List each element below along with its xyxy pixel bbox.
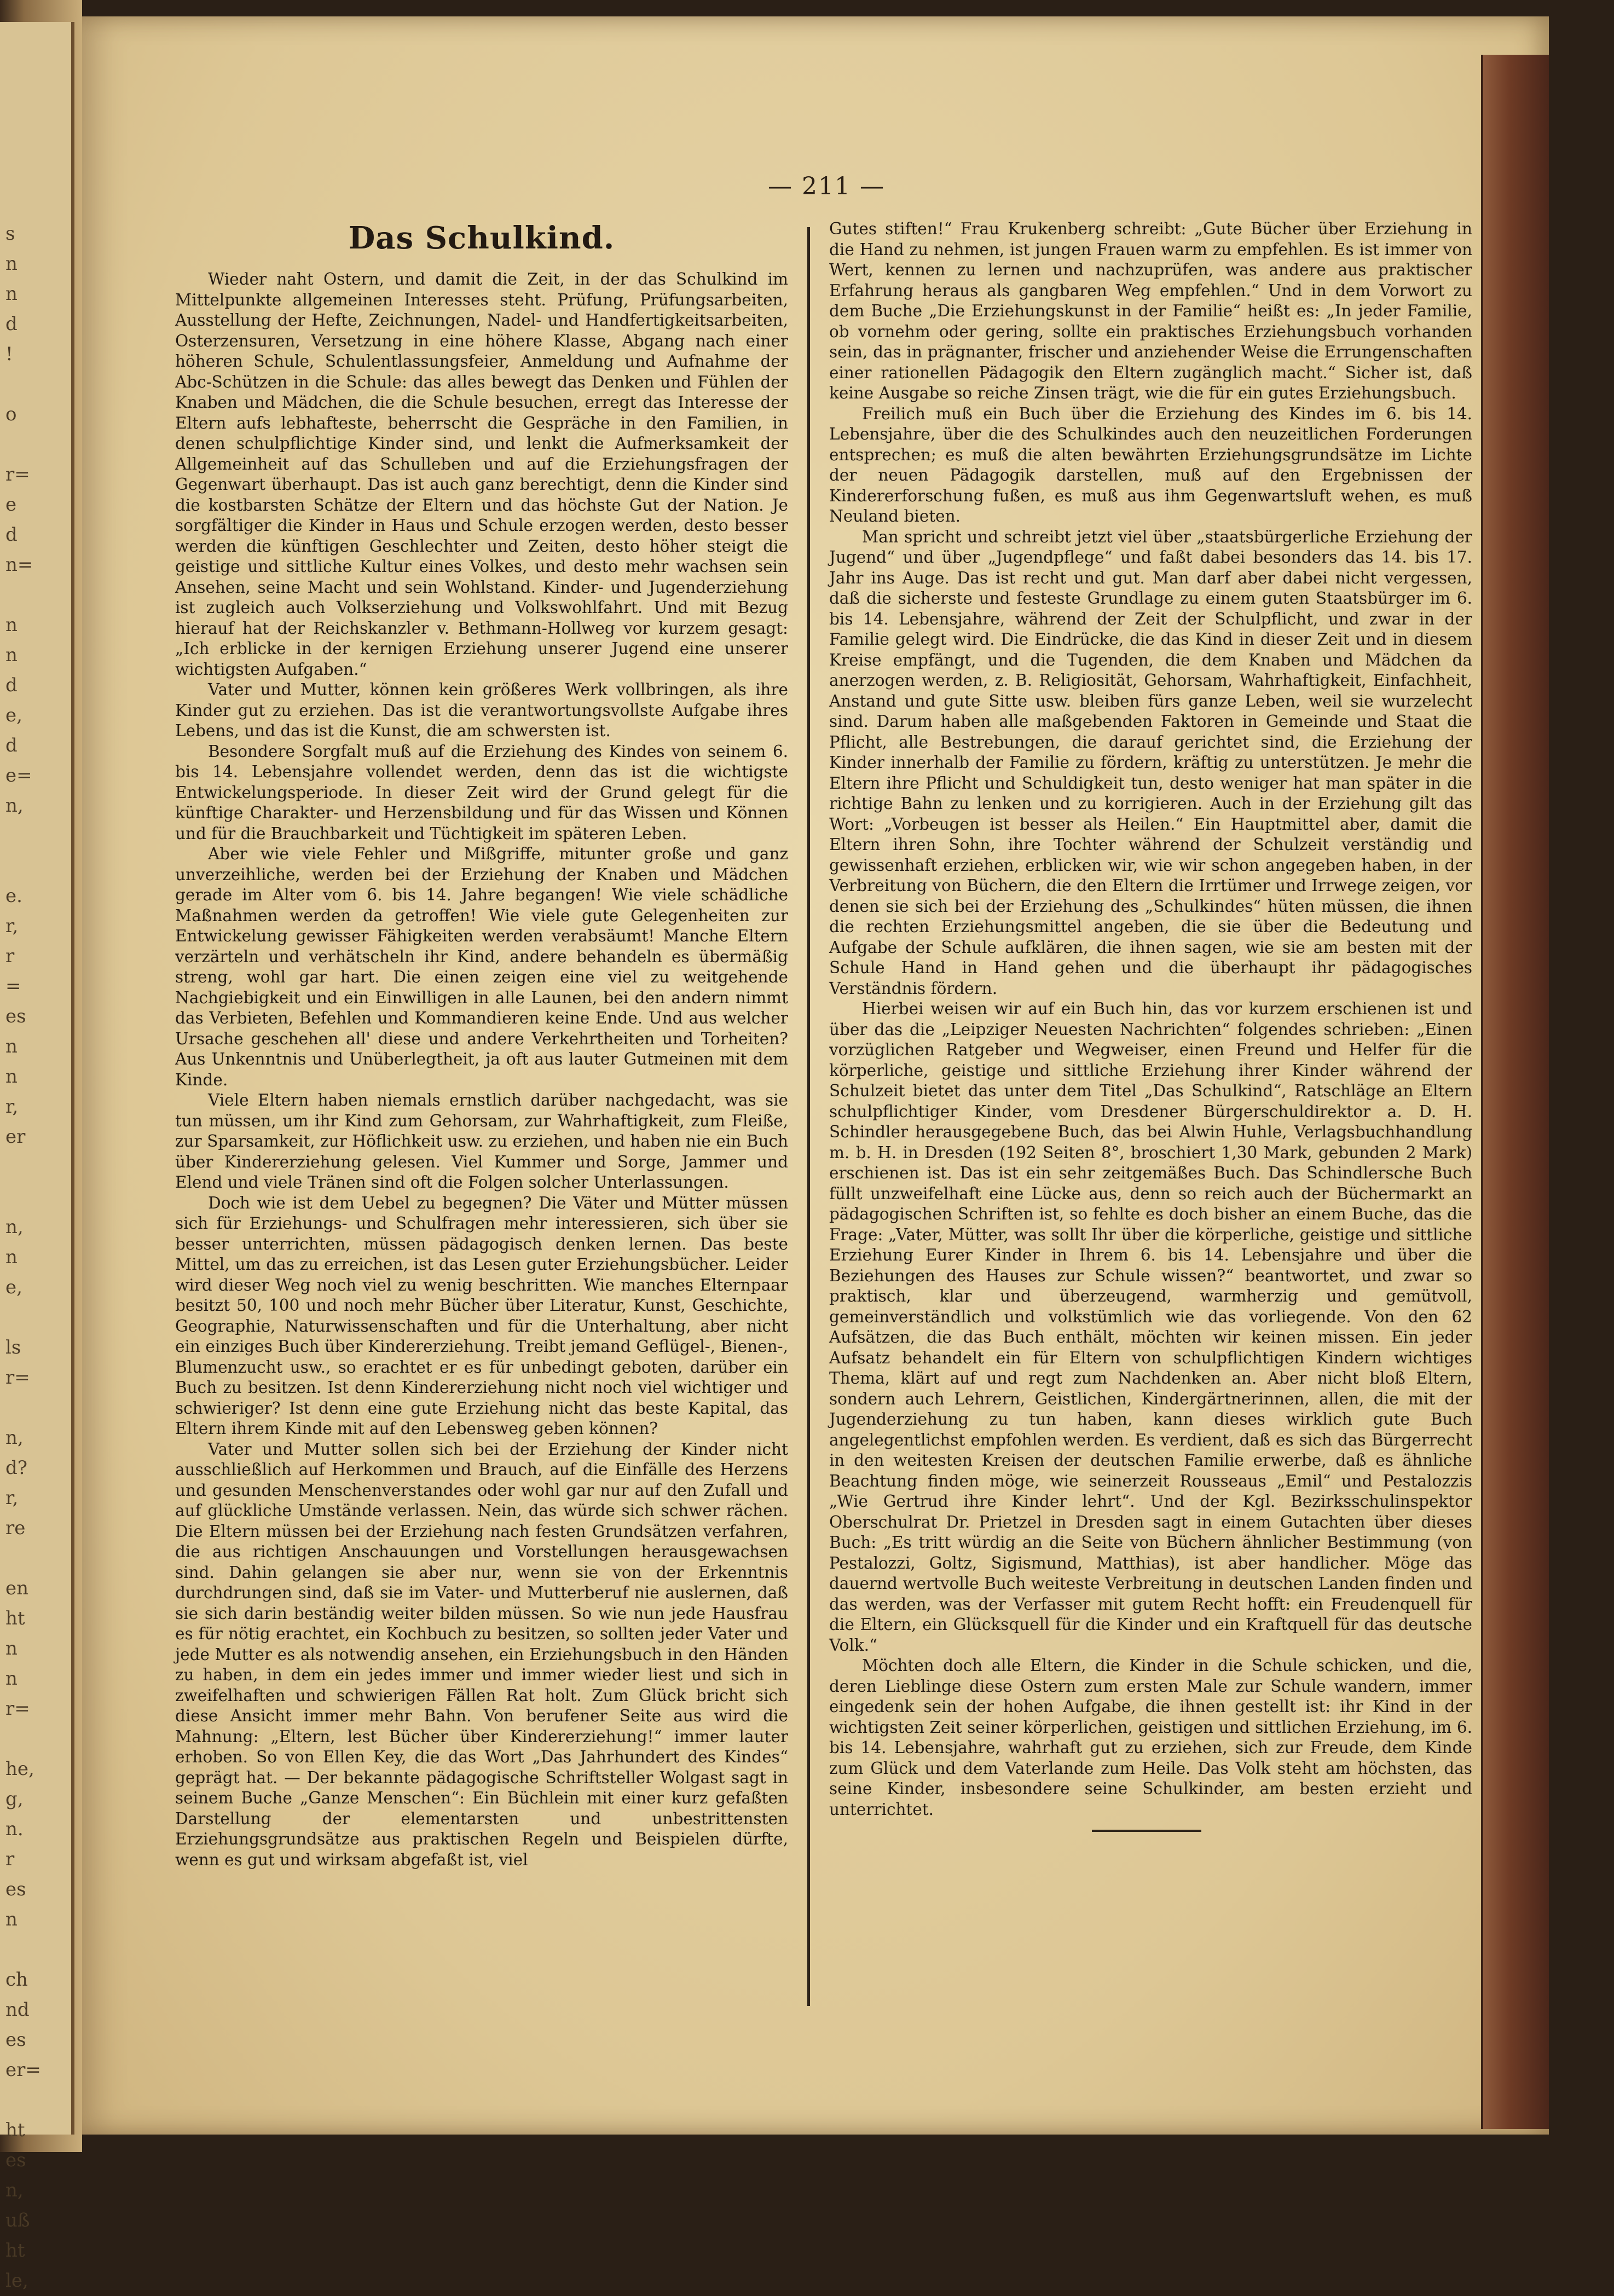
paragraph: Möchten doch alle Eltern, die Kinder in die Schule schicken, und die, deren Lieblinge diese Ostern zum ersten Male zur Schule wandern, immer eingedenk sein der hohen Aufgabe, die ihnen gestellt ist: ihr Kind in der wichtigsten Zeit seiner körperlichen, geistigen und sittlichen Erziehung, im 6. bis 14. Lebensjahre, wahrhaft gut zu erziehen, sich zur Freude, dem Kinde zum Glück und dem Vaterlande zum Heile. Das Volk steht am höchsten, das seine Kinder, insbesondere seine Schulkinder, am besten erzieht und unterrichtet. [829, 1656, 1472, 1819]
paragraph: Doch wie ist dem Uebel zu begegnen? Die Väter und Mütter müssen sich für Erziehungs- und Schulfragen mehr interessieren, sich über sie besser unterrichten, müssen pädagogisch denken lernen. Das beste Mittel, um das zu erreichen, ist das Lesen guter Erziehungsbücher. Leider wird dieser Weg noch viel zu wenig beschritten. Wie manches Elternpaar besitzt 50, 100 und noch mehr Bücher über Literatur, Kunst, Geschichte, Geographie, Naturwissenschaften und für die Unterhaltung, aber nicht ein einziges Buch über Kindererziehung. Treibt jemand Geflügel-, Bienen-, Blumenzucht usw., so erachtet er es für unbedingt geboten, darüber ein Buch zu besitzen. Ist denn Kindererziehung nicht noch viel wichtiger und schwieriger? Ist denn eine gute Erziehung nicht das beste Kapital, das Eltern ihrem Kinde mit auf den Lebensweg geben können? [175, 1193, 788, 1438]
paragraph: Aber wie viele Fehler und Mißgriffe, mitunter große und ganz unverzeihliche, werden bei der Erziehung der Knaben und Mädchen gerade im Alter vom 6. bis 14. Jahre begangen! Wie viele schädliche Maßnahmen werden da getroffen! Wie viele gute Gelegenheiten zur Entwickelung gewisser Fähigkeiten werden verabsäumt! Manche Eltern verzärteln und verhätscheln ihr Kind, andere behandeln es übermäßig streng, wohl gar hart. Die einen zeigen eine viel zu weitgehende Nachgiebigkeit und ein Einwilligen in alle Launen, bei den andern nimmt das Verbieten, Befehlen und Kommandieren keine Ende. Und aus welcher Ursache geschehen all' diese und andere Verkehrtheiten und Torheiten? Aus Unkenntnis und Unüberlegtheit, ja oft aus lauter Gutmeinen mit dem Kinde. [175, 845, 788, 1089]
paragraph: Freilich muß ein Buch über die Erziehung des Kindes im 6. bis 14. Lebensjahre, über die des Schulkindes auch den neuzeitlichen Forderungen entsprechen; es muß die alten bewährten Erziehungsgrundsätze im Lichte der neuen Pädagogik darstellen, muß auf den Ergebnissen der Kindererforschung fußen, es muß aus ihm Gegenwartsluft wehen, es muß Neuland bieten. [829, 404, 1472, 525]
left-column [175, 219, 788, 1870]
paragraph: Vater und Mutter, können kein größeres Werk vollbringen, als ihre Kinder gut zu erziehen. Das ist die verantwortungsvollste Aufgabe ihres Lebens, und das ist die Kunst, die am schwersten ist. [175, 680, 788, 740]
paragraph: Vater und Mutter sollen sich bei der Erziehung der Kinder nicht ausschließlich auf Herkommen und Brauch, auf die Einfälle des Herzens und gesunden Menschenverstandes oder wohl gar nur auf den Zufall und auf glückliche Umstände verlassen. Nein, das würde sich schwer rächen. Die Eltern müssen bei der Erziehung nach festen Grundsätzen verfahren, die aus richtigen Anschauungen und Vorstellungen herausgewachsen sind. Dahin gelangen sie aber nur, wenn sie von der Erkenntnis durchdrungen sind, daß sie im Vater- und Mutterberuf nie auslernen, daß sie sich darin beständig weiter bilden müssen. So wie nun jede Hausfrau es für nötig erachtet, ein Kochbuch zu besitzen, so sollten jeder Vater und jede Mutter es als notwendig ansehen, ein Erziehungsbuch in den Händen zu haben, in dem ein jedes immer und immer wieder liest und sich in zweifelhaften und schwierigen Fällen Rat holt. Zum Glück bricht sich diese Ansicht immer mehr Bahn. Von berufener Seite aus wird die Mahnung: „Eltern, lest Bücher über Kindererziehung!“ immer lauter erhoben. So von Ellen Key, die das Wort „Das Jahrhundert des Kindes“ geprägt hat. — Der bekannte pädagogische Schriftsteller Wolgast sagt in seinem Buche „Ganze Menschen“: Ein Büchlein mit einer kurz gefaßten Darstellung der elementarsten und unbestrittensten Erziehungsgrundsätze aus praktischen Regeln und Beispielen dürfte, wenn es gut und wirksam abgefaßt ist, viel [175, 1439, 788, 1869]
column-divider [807, 227, 810, 2006]
right-column [829, 219, 1472, 1832]
facing-page-edge [0, 22, 74, 2292]
paragraph: Gutes stiften!“ Frau Krukenberg schreibt: „Gute Bücher über Erziehung in die Hand zu nehmen, ist jungen Frauen warm zu empfehlen. Es ist immer von Wert, kennen zu lernen und nachzuprüfen, was andere aus praktischer Erfahrung heraus als gangbaren Weg empfehlen.“ Und in dem Vorwort zu dem Buche „Die Erziehungskunst in der Familie“ heißt es: „In jeder Familie, ob vornehm oder gering, sollte ein praktisches Erziehungsbuch vorhanden sein, das in prägnanter, frischer und anziehender Weise die Errungenschaften einer rationellen Pädagogik den Eltern zugänglich macht.“ Sicher ist, daß keine Ausgabe so reiche Zinsen trägt, wie die für ein gutes Erziehungsbuch. [829, 219, 1472, 402]
article-title: Das Schulkind. [348, 220, 615, 256]
book-binding [1481, 55, 1549, 2129]
paragraph: Wieder naht Ostern, und damit die Zeit, in der das Schulkind im Mittelpunkte allgemeinen Interesses steht. Prüfung, Prüfungsarbeiten, Ausstellung der Hefte, Zeichnungen, Nadel- und Handfertigkeitsarbeiten, Osterzensuren, Versetzung in eine höhere Klasse, Abgang nach einer höheren Schule, Schulentlassungsfeier, Anmeldung und Aufnahme der Abc-Schützen in die Schule: das alles bewegt das Denken und Fühlen der Knaben und Mädchen, die die Schule besuchen, erregt das Interesse der Eltern aufs lebhafteste, beherrscht die Gespräche in den Familien, in denen schulpflichtige Kinder sind, und lenkt die Aufmerksamkeit der Allgemeinheit auf das Schulleben und auf die Erziehungsfragen der Gegenwart überhaupt. Das ist auch ganz berechtigt, denn die Kinder sind die kostbarsten Schätze der Eltern und das höchste Gut der Nation. Je sorgfältiger die Kinder in Haus und Schule erzogen werden, desto besser werden die künftigen Geschlechter und Zeiten, desto höher steigt die geistige und sittliche Kultur eines Volkes, und desto mehr wachsen sein Ansehen, seine Macht und sein Wohlstand. Kinder- und Jugenderziehung ist zugleich auch Volkserziehung und Volkswohlfahrt. Und mit Bezug hierauf hat der Reichskanzler v. Bethmann-Hollweg vor kurzem gesagt: „Ich erblicke in der kernigen Erziehung unserer Jugend eine unserer wichtigsten Aufgaben.“ [175, 270, 788, 679]
paragraph: Hierbei weisen wir auf ein Buch hin, das vor kurzem erschienen ist und über das die „Leipziger Neuesten Nachrichten“ folgendes schrieben: „Einen vorzüglichen Ratgeber und Wegweiser, einen Freund und Helfer für die körperliche, geistige und sittliche Erziehung ihrer Kinder während der Schulzeit bietet das unter dem Titel „Das Schulkind“, Ratschläge an Eltern schulpflichtiger Kinder, vom Dresdener Bürgerschuldirektor a. D. H. Schindler herausgegebene Buch, das bei Alwin Huhle, Verlagsbuchhandlung m. b. H. in Dresden (192 Seiten 8°, broschiert 1,30 Mark, gebunden 2 Mark) erschienen ist. Das ist ein sehr zeitgemäßes Buch. Das Schindlersche Buch füllt unzweifelhaft eine Lücke aus, denn so reich auch der Büchermarkt an pädagogischen Schriften ist, so fehlte es doch bisher an einem Buche, das die Frage: „Vater, Mütter, was sollt Ihr über die körperliche, geistige und sittliche Erziehung Eurer Kinder in Ihrem 6. bis 14. Lebensjahre und über die Beziehungen des Hauses zur Schule wissen?“ beantwortet, und zwar so praktisch, klar und überzeugend, warmherzig und gemütvoll, gemeinverständlich und volkstümlich wie das vorliegende. Von den 62 Aufsätzen, die das Buch enthält, möchten wir keinen missen. Ein jeder Aufsatz behandelt ein für Eltern von schulpflichtigen Kindern wichtiges Thema, klärt auf und regt zum Nachdenken an. Aber nicht bloß Eltern, sondern auch Lehrern, Geistlichen, Kindergärtnerinnen, allen, die mit der Jugenderziehung zu tun haben, kann dieses wirklich gute Buch angelegentlichst empfohlen werden. Es verdient, daß es sich das Bürgerrecht in den weitesten Kreisen der deutschen Familie erwerbe, daß es ähnliche Beachtung finden möge, wie seinerzeit Rousseaus „Emil“ und Pestalozzis „Wie Gertrud ihre Kinder lehrt“. Und der Kgl. Bezirksschulinspektor Oberschulrat Dr. Prietzel in Dresden sagt in einem Gutachten über dieses Buch: „Es tritt würdig an die Seite von Büchern ähnlicher Bestimmung (von Pestalozzi, Goltz, Sigismund, Matthias), ist aber handlicher. Möge das dauernd wertvolle Buch weiteste Verbreitung in deutschen Landen finden und das werden, was der Verfasser mit gutem Recht hofft: ein Freudenquell für die Eltern, ein Glücksquell für die Kinder und ein Kraftquell für das deutsche Volk.“ [829, 999, 1472, 1655]
book-page [82, 16, 1549, 2135]
article-end-rule [1092, 1830, 1201, 1832]
paragraph: Besondere Sorgfalt muß auf die Erziehung des Kindes von seinem 6. bis 14. Lebensjahre vollendet werden, denn das ist die wichtigste Entwickelungsperiode. In dieser Zeit wird der Grund gelegt für die künftige Charakter- und Herzensbildung und für das Wissen und Können und für die Brauchbarkeit und Tüchtigkeit im späteren Leben. [175, 742, 788, 843]
facing-page-text-fragments: s n n d ! o r= e d n= n n d e, d e= n, e. r, r = es n n r, er n, n e, ls r= n, d? r, re en ht n n r= he, g, n. r es n ch nd es er= ht es n, uß ht le, [5, 223, 41, 2292]
page-number: — 211 — [768, 172, 885, 200]
paragraph: Man spricht und schreibt jetzt viel über „staatsbürgerliche Erziehung der Jugend“ und über „Jugendpflege“ und faßt dabei besonders das 14. bis 17. Jahr ins Auge. Das ist recht und gut. Man darf aber dabei nicht vergessen, daß die sicherste und festeste Grundlage zu einem guten Staatsbürger im 6. bis 14. Lebensjahre, während der Zeit der Schulpflicht, und zwar in der Familie gelegt wird. Die Eindrücke, die das Kind in dieser Zeit und in diesem Kreise empfängt, und die Tugenden, die dem Knaben und Mädchen da anerzogen werden, z. B. Religiosität, Gehorsam, Wahrhaftigkeit, Einfachheit, Anstand und gute Sitte usw. bleiben fürs ganze Leben, weil sie wurzelecht sind. Darum haben alle maßgebenden Faktoren in Gemeinde und Staat die Pflicht, alle Bestrebungen, die darauf gerichtet sind, die Erziehung der Kinder innerhalb der Familie zu fördern, kräftig zu unterstützen. Je mehr die Eltern ihre Pflicht und Schuldigkeit tun, desto weniger hat man später in die richtige Bahn zu lenken und zu korrigieren. Auch in der Erziehung gilt das Wort: „Vorbeugen ist besser als Heilen.“ Ein Hauptmittel aber, damit die Eltern ihren Sohn, ihre Tochter während der Schulzeit verständig und gewissenhaft erziehen, erblicken wir, wie wir schon angegeben haben, in der Verbreitung von Büchern, die den Eltern die Irrtümer und Irrwege zeigen, vor denen sie sich bei der Erziehung des „Schulkindes“ hüten müssen, die ihnen die rechten Erziehungsmittel angeben, die sie über die Bedeutung und Aufgabe der Schule aufklären, die ihnen sagen, wie sie am besten mit der Schule Hand in Hand gehen und die überhaupt ihr pädagogisches Verständnis fördern. [829, 527, 1472, 998]
paragraph: Viele Eltern haben niemals ernstlich darüber nachgedacht, was sie tun müssen, um ihr Kind zum Gehorsam, zur Wahrhaftigkeit, zum Fleiße, zur Sparsamkeit, zur Höflichkeit usw. zu erziehen, und haben nie ein Buch über Kindererziehung gelesen. Viel Kummer und Sorge, Jammer und Elend und viele Tränen sind oft die Folgen solcher Unterlassungen. [175, 1091, 788, 1192]
